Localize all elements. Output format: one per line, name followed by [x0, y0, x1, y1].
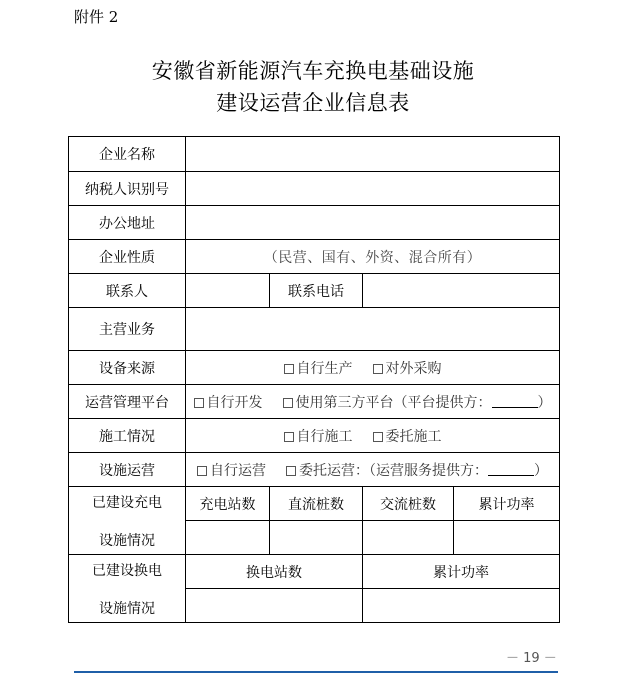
contact-person-field[interactable]	[186, 274, 270, 308]
charging-facility-label: 已建设充电 设施情况	[69, 487, 186, 555]
facility-ops-label: 设施运营	[69, 453, 186, 487]
entrusted-operate-option[interactable]: 委托运营：（运营服务提供方： ）	[286, 463, 548, 479]
table-row	[69, 453, 560, 487]
entrusted-construct-option[interactable]: 委托施工	[373, 429, 442, 445]
swapping-facility-label: 已建设换电 设施情况	[69, 555, 186, 623]
contact-phone-label: 联系电话	[270, 274, 363, 308]
checkbox-icon[interactable]	[373, 432, 383, 442]
document-title-line2: 建设运营企业信息表	[216, 91, 410, 115]
enterprise-info-table	[68, 136, 560, 623]
swap-stations-field[interactable]	[186, 589, 363, 623]
self-operate-option[interactable]: 自行运营	[197, 463, 266, 479]
attachment-label: 附件 2	[74, 8, 119, 26]
construction-label: 施工情况	[69, 419, 186, 453]
table-row	[69, 172, 560, 206]
table-row	[69, 487, 560, 521]
main-business-field[interactable]	[186, 308, 560, 351]
taxpayer-id-field[interactable]	[186, 172, 560, 206]
footer-divider	[74, 671, 558, 673]
office-address-label: 办公地址	[69, 206, 186, 240]
charging-power-field[interactable]	[454, 521, 560, 555]
charging-stations-field[interactable]	[186, 521, 270, 555]
ac-piles-field[interactable]	[363, 521, 454, 555]
charging-stations-header: 充电站数	[186, 487, 270, 521]
table-row	[69, 555, 560, 589]
swap-stations-header: 换电站数	[186, 555, 363, 589]
contact-phone-field[interactable]	[363, 274, 560, 308]
dc-piles-field[interactable]	[270, 521, 363, 555]
swap-power-field[interactable]	[363, 589, 560, 623]
platform-provider-blank[interactable]	[492, 397, 538, 408]
page-number: － 19 －	[506, 651, 557, 666]
self-construct-option[interactable]: 自行施工	[284, 429, 353, 445]
contact-person-label: 联系人	[69, 274, 186, 308]
third-party-platform-option[interactable]: 使用第三方平台（平台提供方： ）	[283, 395, 552, 411]
self-develop-option[interactable]: 自行开发	[194, 395, 263, 411]
checkbox-icon[interactable]	[283, 398, 293, 408]
main-business-label: 主营业务	[69, 308, 186, 351]
ops-platform-label: 运营管理平台	[69, 385, 186, 419]
checkbox-icon[interactable]	[284, 364, 294, 374]
table-row	[69, 137, 560, 172]
document-title-line1: 安徽省新能源汽车充换电基础设施	[151, 59, 475, 83]
ops-provider-blank[interactable]	[488, 465, 534, 476]
company-name-label: 企业名称	[69, 137, 186, 172]
equipment-source-label: 设备来源	[69, 351, 186, 385]
ac-piles-header: 交流桩数	[363, 487, 454, 521]
checkbox-icon[interactable]	[194, 398, 204, 408]
table-row	[69, 240, 560, 274]
office-address-field[interactable]	[186, 206, 560, 240]
dc-piles-header: 直流桩数	[270, 487, 363, 521]
ops-platform-options	[186, 385, 560, 419]
equipment-source-options	[186, 351, 560, 385]
charging-power-header: 累计功率	[454, 487, 560, 521]
construction-options	[186, 419, 560, 453]
table-row	[69, 206, 560, 240]
checkbox-icon[interactable]	[373, 364, 383, 374]
table-row	[69, 308, 560, 351]
table-row	[69, 419, 560, 453]
self-produce-option[interactable]: 自行生产	[284, 361, 353, 377]
swap-power-header: 累计功率	[363, 555, 560, 589]
checkbox-icon[interactable]	[197, 466, 207, 476]
company-nature-label: 企业性质	[69, 240, 186, 274]
taxpayer-id-label: 纳税人识别号	[69, 172, 186, 206]
table-row	[69, 351, 560, 385]
external-purchase-option[interactable]: 对外采购	[373, 361, 442, 377]
company-nature-field[interactable]: （民营、国有、外资、混合所有）	[186, 240, 560, 274]
table-row	[69, 274, 560, 308]
table-row	[69, 385, 560, 419]
facility-ops-options	[186, 453, 560, 487]
checkbox-icon[interactable]	[286, 466, 296, 476]
checkbox-icon[interactable]	[284, 432, 294, 442]
company-name-field[interactable]	[186, 137, 560, 172]
